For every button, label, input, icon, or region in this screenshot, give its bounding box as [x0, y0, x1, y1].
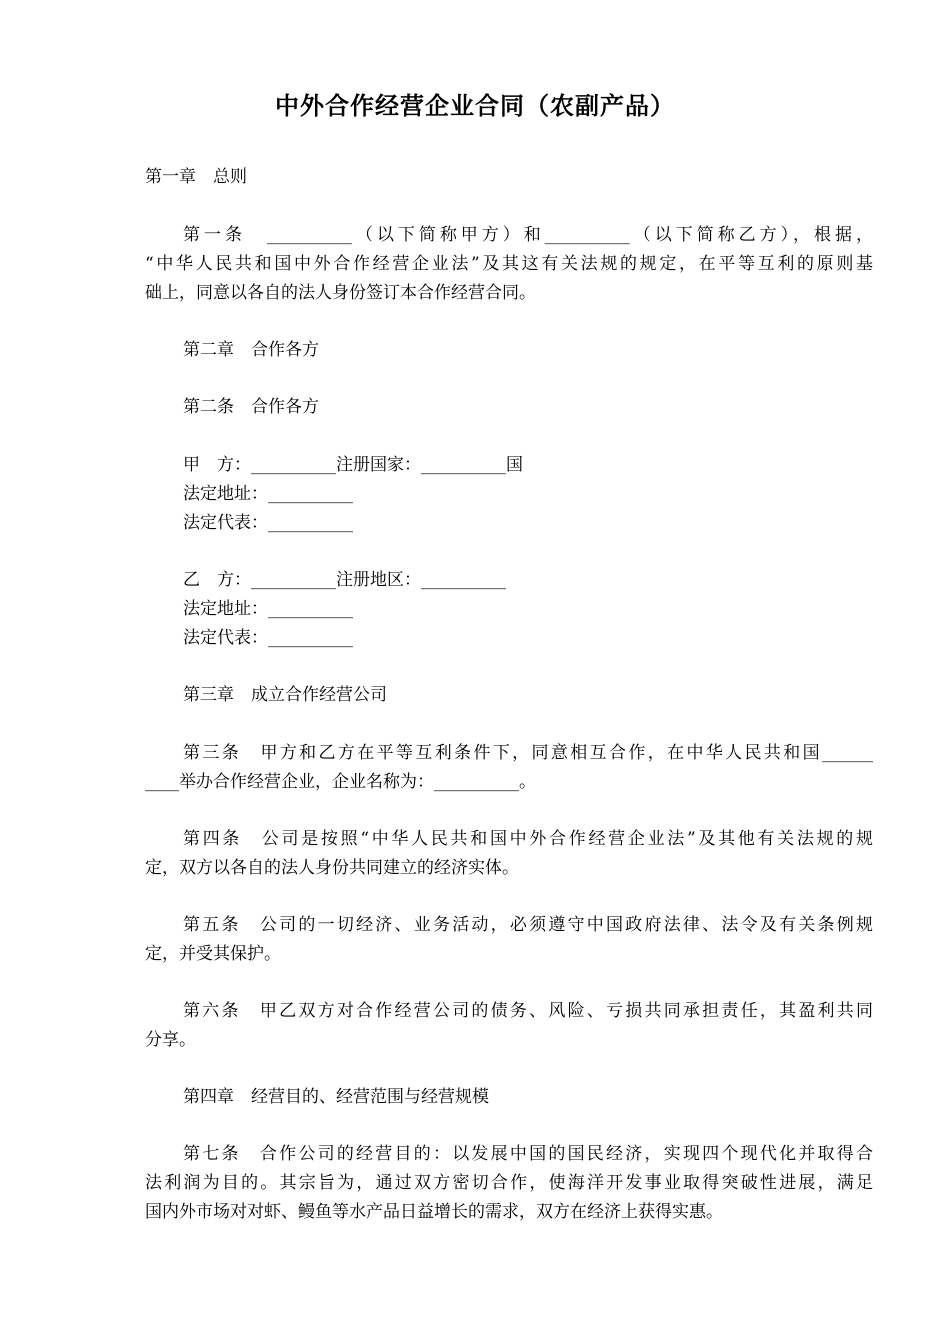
party-b-representative: 法定代表：__________ [183, 628, 353, 648]
document-title: 中外合作经营企业合同（农副产品） [275, 91, 675, 120]
article-3-line-2: ____举办合作经营企业，企业名称为：__________。 [145, 772, 536, 792]
article-4-line-1: 第四条 公司是按照“中华人民共和国中外合作经营企业法”及其他有关法规的规 [183, 829, 873, 849]
party-a-name-line: 甲 方：__________注册国家：__________国 [183, 455, 523, 475]
article-1-line-3: 础上，同意以各自的法人身份签订本合作经营合同。 [145, 283, 536, 303]
article-5-line-2: 定，并受其保护。 [145, 944, 281, 964]
party-a-address: 法定地址：__________ [183, 484, 353, 504]
party-b-block [183, 566, 873, 653]
article-7-line-1: 第七条 合作公司的经营目的：以发展中国的国民经济，实现四个现代化并取得合 [183, 1144, 873, 1164]
chapter-3-heading: 第三章 成立合作经营公司 [183, 685, 387, 705]
article-1 [145, 221, 873, 308]
party-b-address: 法定地址：__________ [183, 599, 353, 619]
article-1-line-2: “中华人民共和国中外合作经营企业法”及其这有关法规的规定，在平等互利的原则基 [145, 254, 873, 274]
article-7-line-3: 国内外市场对对虾、鳗鱼等水产品日益增长的需求，双方在经济上获得实惠。 [145, 1202, 723, 1222]
chapter-1-heading: 第一章 总则 [145, 167, 247, 187]
article-5-line-1: 第五条 公司的一切经济、业务活动，必须遵守中国政府法律、法令及有关条例规 [183, 915, 873, 935]
article-7-line-2: 法利润为目的。其宗旨为，通过双方密切合作，使海洋开发事业取得突破性进展，满足 [145, 1173, 873, 1193]
article-3-line-1: 第三条 甲方和乙方在平等互利条件下，同意相互合作，在中华人民共和国______ [183, 743, 873, 763]
article-2-heading: 第二条 合作各方 [183, 397, 319, 417]
party-a-representative: 法定代表：__________ [183, 513, 353, 533]
article-5 [145, 911, 873, 969]
chapter-2-heading: 第二章 合作各方 [183, 340, 319, 360]
article-6 [145, 997, 873, 1055]
article-3 [145, 739, 873, 797]
article-1-line-1: 第一条 __________（以下简称甲方）和__________（以下简称乙方），根据， [183, 225, 873, 245]
article-7 [145, 1140, 873, 1227]
article-4-line-2: 定，双方以各自的法人身份共同建立的经济实体。 [145, 858, 519, 878]
article-6-line-2: 分享。 [145, 1030, 196, 1050]
party-a-block [183, 451, 873, 538]
chapter-4-heading: 第四章 经营目的、经营范围与经营规模 [183, 1087, 489, 1107]
article-4 [145, 825, 873, 883]
party-b-name-line: 乙 方：__________注册地区：__________ [183, 570, 506, 590]
article-6-line-1: 第六条 甲乙双方对合作经营公司的债务、风险、亏损共同承担责任，其盈利共同 [183, 1001, 873, 1021]
